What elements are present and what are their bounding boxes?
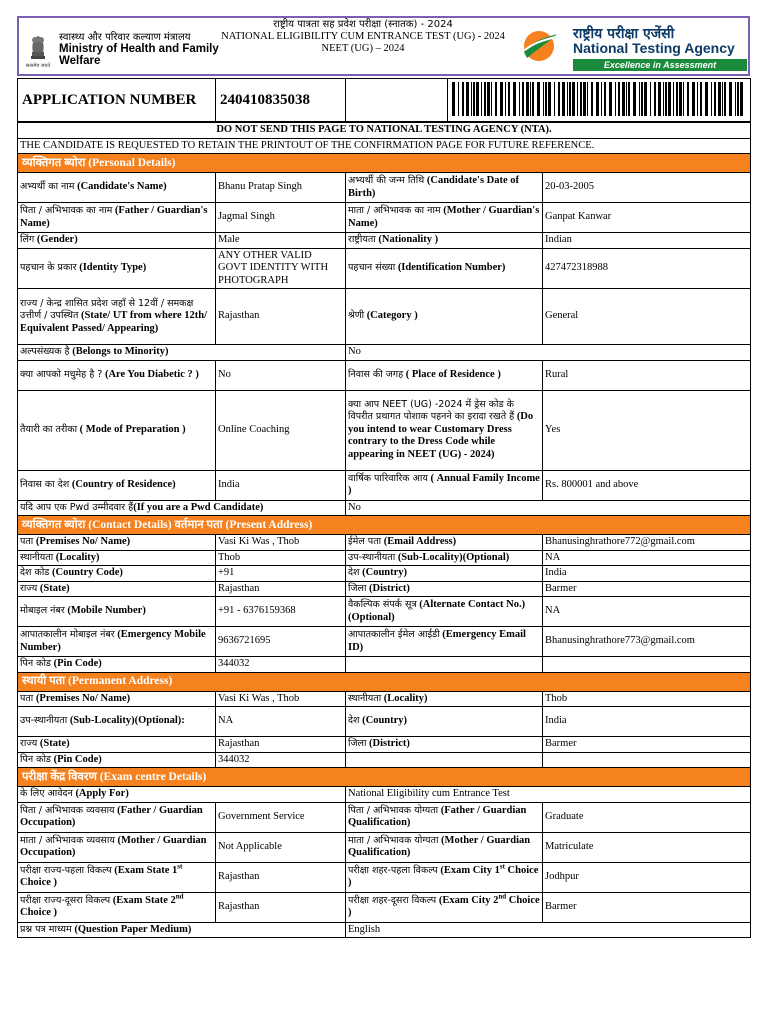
barcode-bar [495, 82, 497, 116]
value-exam-state-1: Rajasthan [216, 862, 346, 892]
barcode-bar [458, 82, 459, 116]
barcode-bar [628, 82, 630, 116]
label-country-code: देश कोड (Country Code) [18, 566, 216, 582]
value-category: General [543, 289, 751, 345]
application-number-label: APPLICATION NUMBER [18, 79, 216, 122]
value-country-of-residence: India [216, 470, 346, 500]
barcode-bar [532, 82, 534, 116]
barcode-bar [580, 82, 582, 116]
barcode-icon [450, 82, 746, 116]
label-state: राज्य (State) [18, 581, 216, 597]
barcode-bar [683, 82, 684, 116]
label-perm-sub-locality: उप-स्थानीयता (Sub-Locality)(Optional): [18, 707, 216, 737]
barcode-bar [572, 82, 575, 116]
value-candidate-name: Bhanu Pratap Singh [216, 173, 346, 203]
barcode-bar [567, 82, 568, 116]
confirmation-page [17, 16, 750, 938]
ministry-block [25, 30, 219, 74]
label-exam-state-1: परीक्षा राज्य-पहला विकल्प (Exam State 1st Choice ) [18, 862, 216, 892]
label-perm-pin-code: पिन कोड (Pin Code) [18, 752, 216, 768]
value-annual-income: Rs. 800001 and above [543, 470, 751, 500]
label-category: श्रेणी (Category ) [346, 289, 543, 345]
barcode-bar [513, 82, 516, 116]
barcode-bar [591, 82, 593, 116]
label-mother-qualification: माता / अभिभावक योग्यता (Mother / Guardian Qualification) [346, 832, 543, 862]
barcode-bar [705, 82, 708, 116]
value-perm-country: India [543, 707, 751, 737]
label-perm-state: राज्य (State) [18, 737, 216, 753]
barcode-bar [618, 82, 620, 116]
nta-logo-block [519, 24, 749, 74]
page-header [17, 16, 750, 76]
value-pin-code: 344032 [216, 657, 346, 673]
value-perm-pin-code: 344032 [216, 752, 346, 768]
exam-short-title: NEET (UG) – 2024 [321, 43, 405, 54]
label-mobile: मोबाइल नंबर (Mobile Number) [18, 597, 216, 627]
value-identification-number: 427472318988 [543, 248, 751, 289]
label-mother-occupation: माता / अभिभावक व्यवसाय (Mother / Guardian Occupation) [18, 832, 216, 862]
value-dob: 20-03-2005 [543, 173, 751, 203]
label-exam-city-2: परीक्षा शहर-दूसरा विकल्प (Exam City 2nd Choice ) [346, 892, 543, 922]
barcode-bar [462, 82, 464, 116]
barcode-bar [596, 82, 599, 116]
barcode-bar [668, 82, 671, 116]
details-table [17, 122, 751, 938]
label-minority: अल्पसंख्यक है (Belongs to Minority) [18, 345, 346, 361]
label-question-paper-medium: प्रश्न पत्र माध्यम (Question Paper Medium) [18, 922, 346, 938]
label-perm-country: देश (Country) [346, 707, 543, 737]
value-locality: Thob [216, 550, 346, 566]
barcode-bar [508, 82, 510, 116]
label-candidate-name: अभ्यर्थी का नाम (Candidate's Name) [18, 173, 216, 203]
label-exam-city-1: परीक्षा शहर-पहला विकल्प (Exam City 1st Choice ) [346, 862, 543, 892]
value-exam-city-1: Jodhpur [543, 862, 751, 892]
notice-retain-printout: THE CANDIDATE IS REQUESTED TO RETAIN THE PRINTOUT OF THE CONFIRMATION PAGE FOR FUTURE REFERENCE. [18, 138, 751, 154]
barcode-bar [558, 82, 560, 116]
barcode-bar [491, 82, 492, 116]
barcode-bar [487, 82, 490, 116]
label-place-of-residence: निवास की जगह ( Place of Residence ) [346, 360, 543, 390]
exam-title [215, 19, 511, 55]
barcode-bar [484, 82, 486, 116]
barcode-bar [697, 82, 698, 116]
label-district: जिला (District) [346, 581, 543, 597]
label-premises: पता (Premises No/ Name) [18, 535, 216, 551]
value-father-occupation: Government Service [216, 802, 346, 832]
barcode-bar [722, 82, 723, 116]
value-mode-of-preparation: Online Coaching [216, 390, 346, 470]
barcode-bar [481, 82, 482, 116]
exam-title-english: NATIONAL ELIGIBILITY CUM ENTRANCE TEST (UG) - 2024 [221, 31, 505, 42]
barcode-bar [650, 82, 651, 116]
label-identification-number: पहचान संख्या (Identification Number) [346, 248, 543, 289]
label-alternate-contact: वैकल्पिक संपर्क सूत्र (Alternate Contact No.) (Optional) [346, 597, 543, 627]
value-email: Bhanusinghrathore772@gmail.com [543, 535, 751, 551]
value-mother-occupation: Not Applicable [216, 832, 346, 862]
application-number-value: 240410835038 [216, 79, 346, 122]
value-emergency-email: Bhanusinghrathore773@gmail.com [543, 627, 751, 657]
value-perm-sub-locality: NA [216, 707, 346, 737]
section-exam-centre: परीक्षा केंद्र विवरण (Exam centre Details) [18, 768, 751, 787]
value-mobile: +91 - 6376159368 [216, 597, 346, 627]
barcode-bar [700, 82, 702, 116]
label-diabetic: क्या आपको मधुमेह है ? (Are You Diabetic ? ) [18, 360, 216, 390]
barcode-bar [673, 82, 674, 116]
barcode-bar [604, 82, 606, 116]
barcode-bar [569, 82, 571, 116]
value-customary-dress: Yes [543, 390, 751, 470]
section-personal-details: व्यक्तिगत ब्योरा (Personal Details) [18, 154, 751, 173]
label-locality: स्थानीयता (Locality) [18, 550, 216, 566]
barcode-bar [724, 82, 726, 116]
value-father-qualification: Graduate [543, 802, 751, 832]
label-pin-code: पिन कोड (Pin Code) [18, 657, 216, 673]
barcode-bar [692, 82, 695, 116]
barcode-bar [633, 82, 636, 116]
nta-name-english: National Testing Agency [573, 40, 735, 56]
value-mother-qualification: Matriculate [543, 832, 751, 862]
value-exam-city-2: Barmer [543, 892, 751, 922]
label-emergency-email: आपातकालीन ईमेल आईडी (Emergency Email ID) [346, 627, 543, 657]
label-perm-district: जिला (District) [346, 737, 543, 753]
barcode-bar [583, 82, 586, 116]
value-country: India [543, 566, 751, 582]
barcode-bar [658, 82, 661, 116]
value-sub-locality: NA [543, 550, 751, 566]
value-exam-state-2: Rajasthan [216, 892, 346, 922]
barcode-bar [663, 82, 664, 116]
barcode-bar [714, 82, 716, 116]
nta-name-hindi: राष्ट्रीय परीक्षा एजेंसी [573, 26, 675, 42]
barcode-bar [476, 82, 479, 116]
ministry-name-hindi: स्वास्थ्य और परिवार कल्याण मंत्रालय [59, 32, 191, 43]
barcode-bar [500, 82, 503, 116]
barcode [448, 79, 751, 122]
barcode-bar [466, 82, 469, 116]
barcode-bar [687, 82, 689, 116]
barcode-bar [718, 82, 721, 116]
barcode-bar [740, 82, 743, 116]
label-exam-state-2: परीक्षा राज्य-दूसरा विकल्प (Exam State 2nd Choice ) [18, 892, 216, 922]
label-country: देश (Country) [346, 566, 543, 582]
value-perm-premises: Vasi Ki Was , Thob [216, 691, 346, 707]
label-perm-premises: पता (Premises No/ Name) [18, 691, 216, 707]
barcode-bar [471, 82, 472, 116]
barcode-bar [554, 82, 555, 116]
barcode-bar [735, 82, 736, 116]
barcode-bar [641, 82, 643, 116]
nta-tagline: Excellence in Assessment [573, 59, 747, 71]
barcode-bar [577, 82, 578, 116]
barcode-bar [537, 82, 540, 116]
barcode-bar [737, 82, 739, 116]
barcode-bar [526, 82, 529, 116]
barcode-bar [679, 82, 682, 116]
label-father-name: पिता / अभिभावक का नाम (Father / Guardian's Name) [18, 203, 216, 233]
value-apply-for: National Eligibility cum Entrance Test [346, 787, 751, 803]
value-identity-type: ANY OTHER VALID GOVT IDENTITY WITH PHOTOGRAPH [216, 248, 346, 289]
value-gender: Male [216, 233, 346, 249]
label-dob: अभ्यर्थी की जन्म तिथि (Candidate's Date of Birth) [346, 173, 543, 203]
label-state-12th: राज्य / केन्द्र शासित प्रदेश जहाँ से 12वीं / समकक्ष उत्तीर्ण / उपस्थित (State/ UT from where 12th/ Equivalent Passed/ Appearing) [18, 289, 216, 345]
label-mother-name: माता / अभिभावक का नाम (Mother / Guardian's Name) [346, 203, 543, 233]
barcode-bar [654, 82, 656, 116]
label-nationality: राष्ट्रीयता (Nationality ) [346, 233, 543, 249]
nta-logo-icon [519, 28, 559, 64]
value-father-name: Jagmal Singh [216, 203, 346, 233]
barcode-bar [644, 82, 647, 116]
value-place-of-residence: Rural [543, 360, 751, 390]
barcode-bar [615, 82, 616, 116]
value-state-12th: Rajasthan [216, 289, 346, 345]
value-question-paper-medium: English [346, 922, 751, 938]
value-perm-state: Rajasthan [216, 737, 346, 753]
value-alternate-contact: NA [543, 597, 751, 627]
label-emergency-mobile: आपातकालीन मोबाइल नंबर (Emergency Mobile Number) [18, 627, 216, 657]
barcode-bar [519, 82, 520, 116]
barcode-bar [548, 82, 551, 116]
barcode-bar [639, 82, 640, 116]
section-contact-details: व्यक्तिगत ब्योरा (Contact Details) वर्तमान पता (Present Address) [18, 516, 751, 535]
barcode-bar [622, 82, 625, 116]
value-perm-district: Barmer [543, 737, 751, 753]
label-annual-income: वार्षिक पारिवारिक आय ( Annual Family Income ) [346, 470, 543, 500]
barcode-bar [587, 82, 588, 116]
national-emblem-icon [25, 30, 51, 70]
barcode-bar [665, 82, 667, 116]
label-email: ईमेल पता (Email Address) [346, 535, 543, 551]
label-customary-dress: क्या आप NEET (UG) -2024 में ड्रेस कोड के विपरीत प्रथागत पोशाक पहनने का इरादा रखते हैं (Do you intend to wear Customary Dress contrary to the Dress Code while appearing in NEET (UG) - 2024) [346, 390, 543, 470]
value-district: Barmer [543, 581, 751, 597]
barcode-bar [626, 82, 627, 116]
barcode-bar [676, 82, 678, 116]
barcode-bar [452, 82, 455, 116]
exam-title-hindi: राष्ट्रीय पात्रता सह प्रवेश परीक्षा (स्नातक) - 2024 [273, 19, 453, 30]
barcode-bar [543, 82, 544, 116]
label-apply-for: के लिए आवेदन (Apply For) [18, 787, 346, 803]
barcode-bar [601, 82, 602, 116]
barcode-bar [729, 82, 732, 116]
value-premises: Vasi Ki Was , Thob [216, 535, 346, 551]
notice-do-not-send: DO NOT SEND THIS PAGE TO NATIONAL TESTING AGENCY (NTA). [18, 123, 751, 139]
label-identity-type: पहचान के प्रकार (Identity Type) [18, 248, 216, 289]
value-pwd: No [346, 500, 751, 516]
barcode-bar [473, 82, 475, 116]
barcode-bar [522, 82, 524, 116]
barcode-bar [545, 82, 547, 116]
value-diabetic: No [216, 360, 346, 390]
value-country-code: +91 [216, 566, 346, 582]
label-country-of-residence: निवास का देश (Country of Residence) [18, 470, 216, 500]
barcode-bar [562, 82, 565, 116]
label-gender: लिंग (Gender) [18, 233, 216, 249]
value-emergency-mobile: 9636721695 [216, 627, 346, 657]
value-state: Rajasthan [216, 581, 346, 597]
label-father-qualification: पिता / अभिभावक योग्यता (Father / Guardian Qualification) [346, 802, 543, 832]
value-mother-name: Ganpat Kanwar [543, 203, 751, 233]
barcode-bar [609, 82, 612, 116]
application-number-table [17, 78, 751, 122]
emblem-caption: सत्यमेव जयते [25, 63, 51, 69]
label-father-occupation: पिता / अभिभावक व्यवसाय (Father / Guardian Occupation) [18, 802, 216, 832]
value-minority: No [346, 345, 751, 361]
value-perm-locality: Thob [543, 691, 751, 707]
value-nationality: Indian [543, 233, 751, 249]
label-mode-of-preparation: तैयारी का तरीका ( Mode of Preparation ) [18, 390, 216, 470]
label-pwd: यदि आप एक Pwd उम्मीदवार हैं(If you are a Pwd Candidate) [18, 500, 346, 516]
label-perm-locality: स्थानीयता (Locality) [346, 691, 543, 707]
section-permanent-address: स्थायी पता (Permanent Address) [18, 672, 751, 691]
barcode-bar [711, 82, 712, 116]
label-sub-locality: उप-स्थानीयता (Sub-Locality)(Optional) [346, 550, 543, 566]
ministry-name-english: Ministry of Health and Family Welfare [59, 43, 219, 67]
barcode-bar [505, 82, 506, 116]
barcode-bar [530, 82, 531, 116]
